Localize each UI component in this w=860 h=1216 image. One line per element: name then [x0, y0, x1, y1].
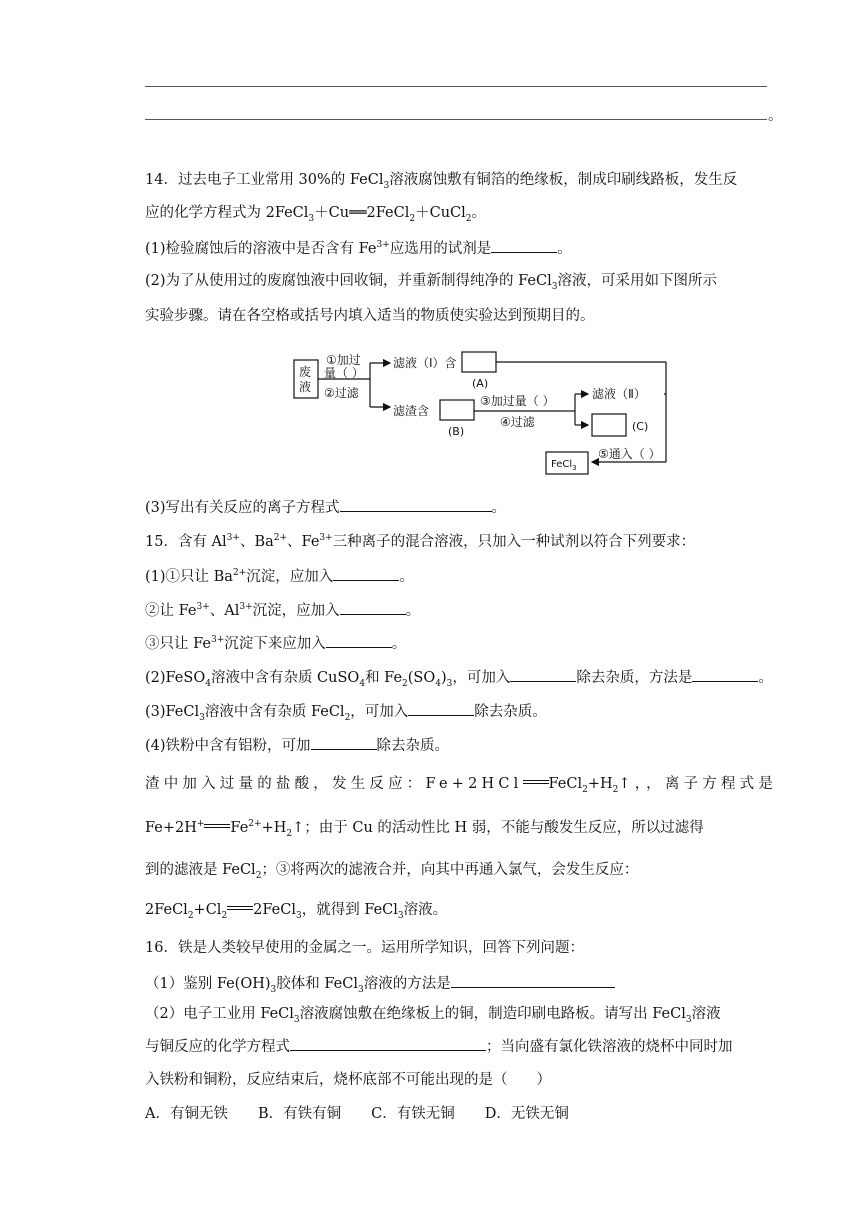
answer-blank[interactable]	[326, 633, 392, 648]
answer-line	[145, 86, 767, 87]
period: 。	[768, 108, 783, 124]
q14-equation: 应的化学方程式为 2FeCl$_3$＋Cu══2FeCl$_2$＋CuCl$_2$。	[145, 205, 486, 224]
q16-part2-cont2: 入铁粉和铜粉，反应结束后，烧杯底部不可能出现的是（ ）	[145, 1072, 551, 1088]
option-d[interactable]: D．无铁无铜	[484, 1106, 569, 1122]
label-C: (C)	[632, 420, 649, 433]
fecl3-box	[546, 452, 588, 474]
q15-part3: (3)FeCl$_3$溶液中含有杂质 FeCl$_2$，可加入 除去杂质。	[145, 701, 547, 722]
filtrate1-label: 滤液（Ⅰ）含	[393, 356, 457, 370]
equals-sign	[523, 774, 549, 788]
label-B: (B)	[448, 425, 465, 438]
q14-intro: 14．过去电子工业常用 30%的 FeCl$_3$溶液腐蚀敷有铜箔的绝缘板，制成印刷线路板，发生反	[145, 172, 738, 191]
explanation-line-3: 到的滤液是 FeCl$_2$；③将两次的滤液合并，向其中再通入氯气，会发生反应：	[145, 862, 639, 881]
step3-label: ③加过量（ ）	[480, 394, 555, 408]
answer-blank[interactable]	[510, 667, 576, 682]
answer-blank[interactable]	[408, 701, 474, 716]
answer-blank[interactable]	[340, 600, 406, 615]
answer-line	[145, 119, 767, 120]
step4-label: ④过滤	[500, 415, 535, 429]
waste-label-2: 液	[299, 380, 312, 394]
waste-label-1: 废	[299, 365, 312, 379]
filtrate2-label: 滤液（Ⅱ）	[592, 387, 646, 401]
answer-blank[interactable]	[451, 973, 615, 988]
explanation-line-2: Fe+2H+ $Fe^{2+}+H_2↑$；由于 Cu 的活动性比 H 弱，不能与酸发生反应，所以过滤得	[145, 819, 704, 839]
answer-blank[interactable]	[333, 566, 399, 581]
residue-label: 滤渣含	[393, 404, 430, 418]
q15-item2: ②让 $Fe^{3+}$、$Al^{3+}$沉淀，应加入 。	[145, 600, 420, 621]
q16-part2: （2）电子工业用 FeCl$_3$溶液腐蚀敷在绝缘板上的铜，制造印刷电路板。请写出 FeCl$_3$溶液	[145, 1006, 721, 1025]
answer-blank[interactable]	[692, 667, 758, 682]
q15-part2: (2)FeSO$_4$溶液中含有杂质 CuSO$_4$和 $Fe_2(SO_4)_3$，可加入 除去杂质，方法是 。	[145, 667, 773, 688]
waste-box	[294, 360, 318, 398]
q15-item1: (1)①只让 $Ba^{2+}$沉淀，应加入 。	[145, 566, 414, 587]
explanation-line-1: 渣中加入过量的盐酸，发生反应：Fe+2HCl $FeCl_2+H_2↑$，，离子方程式是	[145, 776, 778, 795]
q14-part3: (3)写出有关反应的离子方程式 。	[145, 497, 506, 518]
q14-part2: (2)为了从使用过的废腐蚀液中回收铜，并重新制得纯净的 FeCl$_3$溶液，可采用如下图所示	[145, 273, 717, 292]
q16-part1: （1）鉴别 $Fe(OH)_3$胶体和 FeCl$_3$溶液的方法是	[145, 973, 615, 994]
explanation-line-4: $2FeCl_2+Cl_2$ 2FeCl$_3$，就得到 FeCl$_3$溶液。	[145, 902, 448, 921]
fecl3-label: FeCl$_3$	[551, 459, 577, 472]
step5-label: ⑤通入（ ）	[598, 447, 661, 461]
q16-options	[145, 1104, 599, 1124]
q14-part2-cont: 实验步骤。请在各空格或括号内填入适当的物质使实验达到预期目的。	[145, 308, 595, 324]
option-b[interactable]: B．有铁有铜	[257, 1106, 342, 1122]
equals-sign	[204, 818, 230, 832]
step1-reagent: 量（ ）	[324, 366, 364, 380]
q15-item3: ③只让 $Fe^{3+}$沉淀下来应加入 。	[145, 633, 406, 654]
answer-blank[interactable]	[311, 735, 377, 750]
q15-part4: (4)铁粉中含有铝粉，可加 除去杂质。	[145, 735, 449, 756]
label-A: (A)	[472, 377, 489, 390]
q15-intro: 15．含有 $Al^{3+}$、$Ba^{2+}$、$Fe^{3+}$三种离子的混合溶液，只加入一种试剂以符合下列要求：	[145, 533, 696, 550]
step2-label: ②过滤	[324, 386, 359, 400]
step1-label: ①加过	[326, 353, 361, 367]
blank-box-C	[592, 414, 626, 436]
q16-intro: 16．铁是人类较早使用的金属之一。运用所学知识，回答下列问题：	[145, 940, 584, 956]
answer-blank[interactable]	[340, 497, 492, 512]
blank-box-B	[440, 400, 474, 420]
q14-part1: (1)检验腐蚀后的溶液中是否含有 $Fe^{3+}$应选用的试剂是 。	[145, 238, 572, 259]
option-a[interactable]: A．有铜无铁	[145, 1106, 228, 1122]
q16-part2-cont: 与铜反应的化学方程式 ；当向盛有氯化铁溶液的烧杯中同时加	[145, 1036, 733, 1057]
answer-blank[interactable]	[491, 238, 557, 253]
equals-sign	[227, 900, 253, 914]
blank-box-A	[462, 352, 496, 372]
option-c[interactable]: C．有铁无铜	[371, 1106, 455, 1122]
answer-blank[interactable]	[290, 1036, 486, 1051]
